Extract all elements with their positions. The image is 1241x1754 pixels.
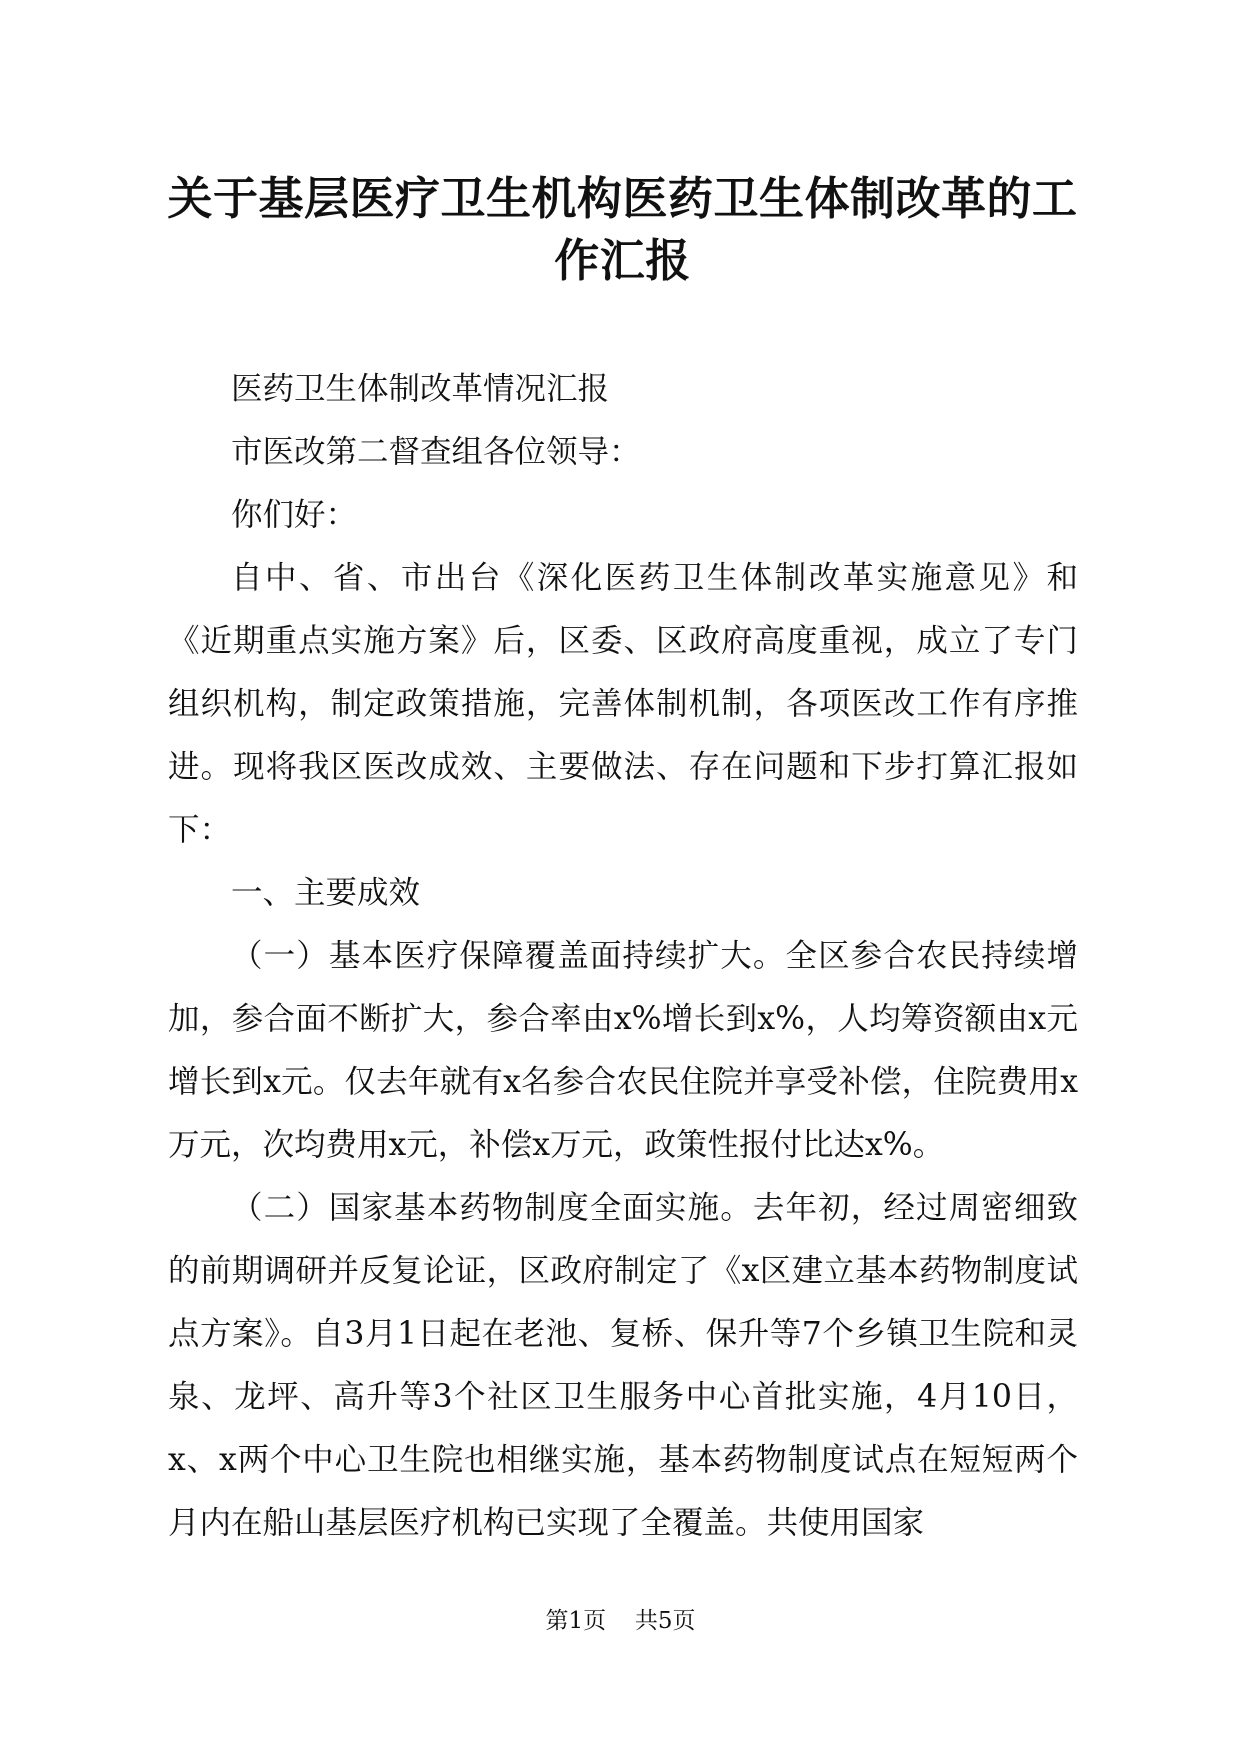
title-line-1: 关于基层医疗卫生机构医药卫生体制改革的工 — [167, 172, 1078, 225]
page-number: 第1页 — [545, 1608, 607, 1634]
paragraph-essential-drugs: （二）国家基本药物制度全面实施。去年初，经过周密细致的前期调研并反复论证，区政府制定了《x区建立基本药物制度试点方案》。自3月1日起在老池、复桥、保升等7个乡镇卫生院和灵泉、龙坪、高升等3个社区卫生服务中心首批实施，4月10日，x、x两个中心卫生院也相继实施，基本药物制度试点在短短两个月内在船山基层医疗机构已实现了全覆盖。共使用国家 — [168, 1190, 1078, 1541]
intro-paragraph: 自中、省、市出台《深化医药卫生体制改革实施意见》和《近期重点实施方案》后，区委、区政府高度重视，成立了专门组织机构，制定政策措施，完善体制机制，各项医改工作有序推进。现将我区医改成效、主要做法、存在问题和下步打算汇报如下： — [168, 560, 1078, 848]
page-footer — [0, 1606, 1241, 1636]
report-heading: 医药卫生体制改革情况汇报 — [231, 371, 610, 407]
title-line-2: 作汇报 — [554, 234, 691, 287]
document-title — [150, 168, 1095, 292]
greeting: 你们好： — [231, 497, 358, 533]
paragraph-medical-security: （一）基本医疗保障覆盖面持续扩大。全区参合农民持续增加，参合面不断扩大，参合率由x%增长到x%，人均筹资额由x元增长到x元。仅去年就有x名参合农民住院并享受补偿，住院费用x万元，次均费用x元，补偿x万元，政策性报付比达x%。 — [168, 938, 1078, 1163]
section-heading: 一、主要成效 — [231, 875, 421, 911]
document-body — [168, 358, 1078, 1555]
page-total: 共5页 — [634, 1608, 696, 1634]
salutation: 市医改第二督查组各位领导： — [231, 434, 641, 470]
